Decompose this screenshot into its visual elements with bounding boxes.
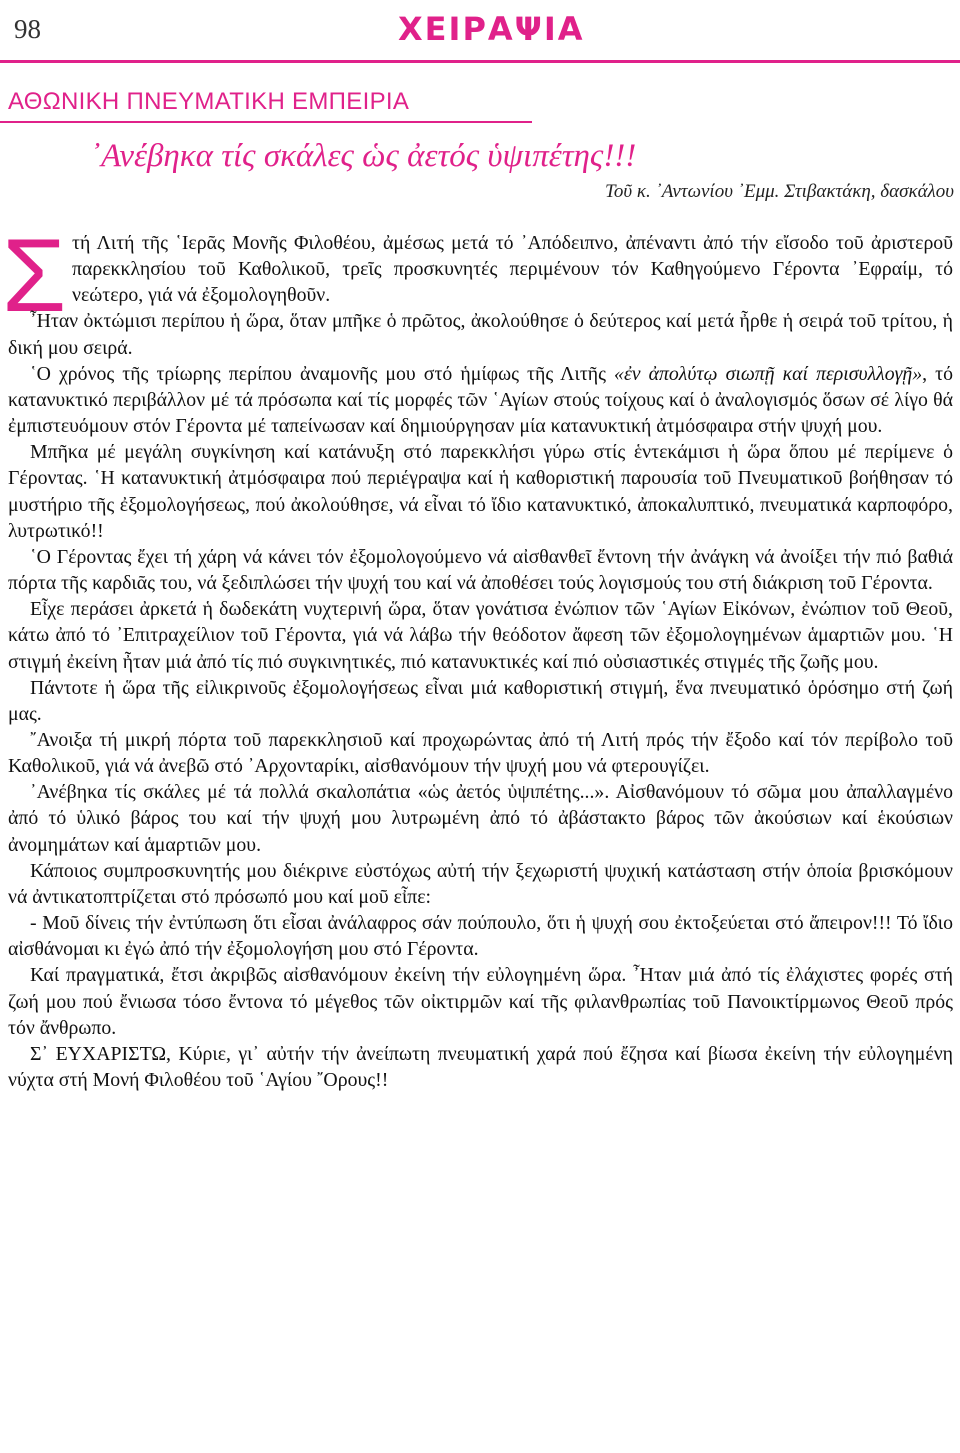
paragraph-text: ῾Ο χρόνος τῆς τρίωρης περίπου ἀναμονῆς μου στό ἡμίφως τῆς Λιτῆς bbox=[30, 362, 615, 385]
paragraph: Μπῆκα μέ μεγάλη συγκίνηση καί κατάνυξη στό παρεκκλήσι γύρω στίς ἑντεκάμισι ἡ ὥρα ὅπου μέ περίμενε ὁ Γέροντας. ῾Η κατανυκτική ἀτμόσφαιρα πού περιέγραψα καί ἡ καθοριστική παρουσία τοῦ Πνευματικοῦ βοήθησαν τό μυστήριο τῆς ἐξομολογήσεως, πού ἀκολούθησε, νά εἶναι τό ἴδιο κατανυκτικό, ἀποκαλυπτικό, πνευματικά καρποφόρο, λυτρωτικό!! bbox=[8, 441, 953, 542]
drop-cap-space bbox=[8, 230, 72, 306]
page-header bbox=[0, 0, 960, 62]
paragraph: Καί πραγματικά, ἔτσι ἀκριβῶς αἰσθανόμουν ἐκείνη τήν εὐλογημένη ὥρα. ῏Ηταν μιά ἀπό τίς ἐλάχιστες φορές στή ζωή μου πού ἔνιωσα τόσο ἔντονα τό μέγεθος τῶν οἰκτιρμῶν καί τῆς φιλανθρωπίας τοῦ Πανοικτίρμωνος Θεοῦ πρός τόν ἄνθρωπο. bbox=[8, 964, 953, 1039]
article-body bbox=[8, 230, 953, 1093]
paragraph bbox=[8, 230, 953, 308]
paragraph-text: , τό κατανυκτικό περιβάλλον μέ τά πρόσωπα καί τίς μορφές τῶν ῾Αγίων στούς τοίχους καί ὁ ἀναλογισμός ὅσων σέ λίγο θά ἐμπιστευόμουν στόν Γέροντα μέ ταπείνωσαν καί δημιούργησαν μία κατανυκτική ἀτμόσφαιρα στήν ψυχή μου. bbox=[8, 362, 954, 438]
header-rule bbox=[0, 60, 960, 63]
section-rule bbox=[0, 121, 532, 123]
byline: Τοῦ κ. ᾿Αντωνίου ᾿Εμμ. Στιβακτάκη, δασκάλου bbox=[605, 181, 954, 202]
section-title: ΑΘΩΝΙΚΗ ΠΝΕΥΜΑΤΙΚΗ ΕΜΠΕΙΡΙΑ bbox=[8, 88, 410, 115]
paragraph bbox=[8, 361, 953, 439]
paragraph: Πάντοτε ἡ ὥρα τῆς εἰλικρινοῦς ἐξομολογήσεως εἶναι μιά καθοριστική στιγμή, ἕνα πνευματικό ὁρόσημο στή ζωή μας. bbox=[8, 676, 953, 725]
running-title: ΧΕΙΡΑΨΙΑ bbox=[398, 10, 585, 48]
paragraph: ῾Ο Γέροντας ἔχει τή χάρη νά κάνει τόν ἐξομολογούμενο νά αἰσθανθεῖ ἔντονη τήν ἀνάγκη νά ἀνοίξει τήν πιό βαθιά πόρτα τῆς καρδιᾶς του, νά ξεδιπλώσει τήν ψυχή του καί νά ἀποθέσει τούς λογισμούς του στή διάκριση τοῦ Γέροντα. bbox=[8, 545, 953, 595]
article-title: ᾿Ανέβηκα τίς σκάλες ὡς ἀετός ὑψιπέτης!!! bbox=[90, 138, 637, 174]
paragraph: Εἶχε περάσει ἀρκετά ἡ δωδεκάτη νυχτερινή ὥρα, ὅταν γονάτισα ἐνώπιον τῶν ῾Αγίων Εἰκόνων, ἐνώπιον τοῦ Θεοῦ, κάτω ἀπό τό ᾿Επιτραχείλιον τοῦ Γέροντα, γιά νά λάβω τήν θεόδοτον ἄφεση τῶν ἐξομολογημένων ἁμαρτιῶν μου. ῾Η στιγμή ἐκείνη ἦταν μιά ἀπό τίς πιό συγκινητικές, πιό κατανυκτικές καί πιό οὐσιαστικές στιγμές τῆς ζωῆς μου. bbox=[8, 598, 953, 673]
paragraph: ῏Ηταν ὀκτώμισι περίπου ἡ ὥρα, ὅταν μπῆκε ὁ πρῶτος, ἀκολούθησε ὁ δεύτερος καί μετά ἦρθε ἡ σειρά τοῦ τρίτου, ἡ δική μου σειρά. bbox=[8, 310, 953, 359]
paragraph: ῎Ανοιξα τή μικρή πόρτα τοῦ παρεκκλησιοῦ καί προχωρώντας ἀπό τή Λιτή πρός τήν ἔξοδο καί τόν περίβολο τοῦ Καθολικοῦ, γιά νά ἀνεβῶ στό ᾿Αρχονταρίκι, αἰσθανόμουν τήν ψυχή μου νά φτερουγίζει. bbox=[8, 728, 953, 778]
paragraph: Σ᾿ ΕΥΧΑΡΙΣΤΩ, Κύριε, γι᾿ αὐτήν τήν ἀνείπωτη πνευματική χαρά πού ἔζησα καί βίωσα ἐκείνη τήν εὐλογημένη νύχτα στή Μονή Φιλοθέου τοῦ ῾Αγίου ῎Ορους!! bbox=[8, 1042, 953, 1091]
paragraph-text: τή Λιτή τῆς ῾Ιερᾶς Μονῆς Φιλοθέου, ἀμέσως μετά τό ᾿Απόδειπνο, ἀπέναντι ἀπό τήν εἴσοδο τοῦ ἀριστεροῦ παρεκκλησίου τοῦ Καθολικοῦ, τρεῖς προσκυνητές περιμένουν τόν Καθηγούμενο Γέροντα ᾿Εφραίμ, τό νεώτερο, γιά νά ἐξομολογηθοῦν. bbox=[72, 232, 953, 307]
page-number: 98 bbox=[14, 14, 41, 44]
paragraph: - Μοῦ δίνεις τήν ἐντύπωση ὅτι εἶσαι ἀνάλαφρος σάν πούπουλο, ὅτι ἡ ψυχή σου ἐκτοξεύεται στό ἄπειρον!!! Τό ἴδιο αἰσθάνομαι κι ἐγώ ἀπό τήν ἐξομολογήση μου στό Γέροντα. bbox=[8, 912, 953, 961]
drop-cap: Σ bbox=[2, 218, 67, 334]
paragraph: Κάποιος συμπροσκυνητής μου διέκρινε εὐστόχως αὐτή τήν ξεχωριστή ψυχική κατάσταση στήν ὁποία βρισκόμουν νά ἀντικατοπτρίζεται στό πρόσωπό μου καί μοῦ εἶπε: bbox=[8, 859, 953, 908]
paragraph: ᾿Ανέβηκα τίς σκάλες μέ τά πολλά σκαλοπάτια «ὡς ἀετός ὑψιπέτης...». Αἰσθανόμουν τό σῶμα μου ἀπαλλαγμένο ἀπό τό ὑλικό βάρος του καί τήν ψυχή μου λυτρωμένη ἀπό τό ἀβάστακτο βάρος τῶν ἀκούσιων καί ἑκούσιων ἀνομημάτων καί ἁμαρτιῶν μου. bbox=[8, 781, 953, 856]
italic-quote: «ἐν ἀπολύτῳ σιωπῇ καί περισυλλογῇ» bbox=[614, 362, 923, 385]
